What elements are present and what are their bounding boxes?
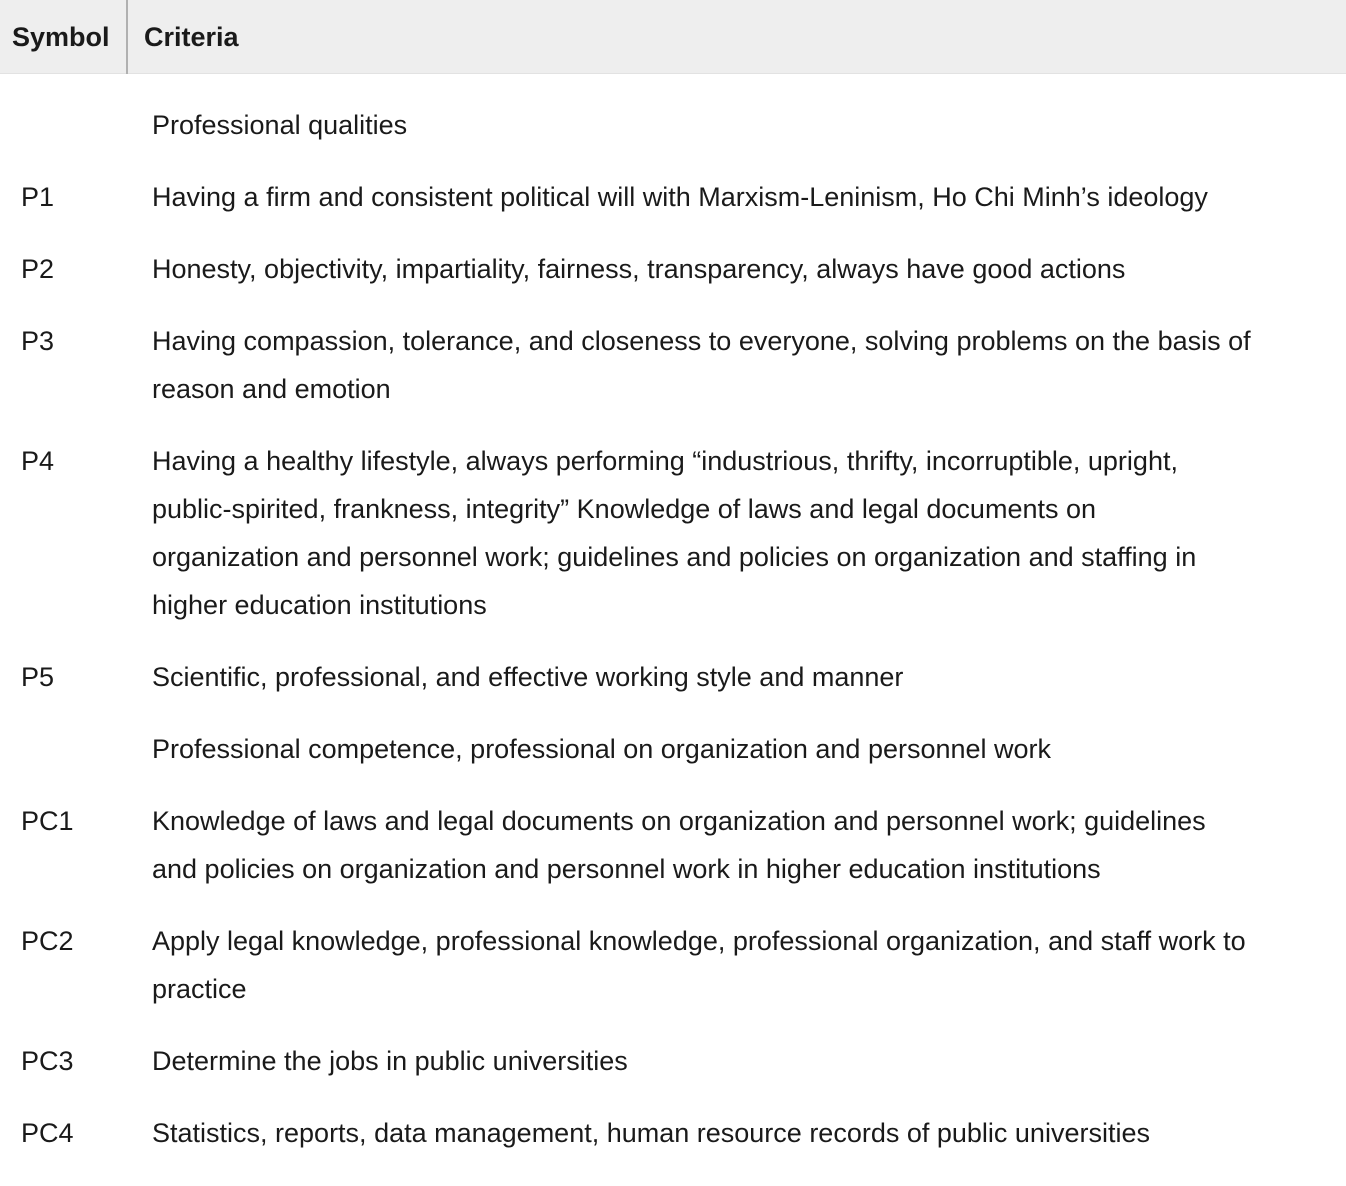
criteria-cell [152,1109,1346,1157]
criteria-text-line: Scientific, professional, and effective working style and manner [152,662,904,692]
symbol-cell: PC4 [21,1118,74,1148]
symbol-cell [0,725,152,773]
criteria-text-line: Knowledge of laws and legal documents on organization and personnel work; guidelines [152,806,1206,836]
criteria-text-line: reason and emotion [152,374,391,404]
symbol-cell: P2 [21,254,55,284]
criteria-cell [152,173,1346,221]
criteria-text-line: public-spirited, frankness, integrity” Knowledge of laws and legal documents on [152,494,1097,524]
table-row [0,245,1346,293]
table-header [0,0,1346,74]
symbol-cell: P5 [21,662,55,692]
criteria-cell [152,437,1346,629]
criteria-text-line: Having a healthy lifestyle, always performing “industrious, thrifty, incorruptible, upright, [152,446,1178,476]
criteria-text-line: Honesty, objectivity, impartiality, fairness, transparency, always have good actions [152,254,1126,284]
symbol-cell: P3 [21,326,55,356]
table-row [0,1109,1346,1157]
criteria-cell [152,1037,1346,1085]
table-row [0,917,1346,1013]
criteria-text-line: Having compassion, tolerance, and closeness to everyone, solving problems on the basis of [152,326,1251,356]
symbol-cell [0,101,152,149]
table-row [0,653,1346,701]
table-row [0,173,1346,221]
criteria-cell [152,101,1346,149]
criteria-cell [152,797,1346,893]
criteria-cell [152,917,1346,1013]
criteria-text-line: Apply legal knowledge, professional knowledge, professional organization, and staff work to [152,926,1246,956]
table-row [0,1037,1346,1085]
table-row [0,797,1346,893]
criteria-text-line: Having a firm and consistent political will with Marxism-Leninism, Ho Chi Minh’s ideology [152,182,1208,212]
criteria-text-line: Determine the jobs in public universities [152,1046,628,1076]
criteria-cell [152,317,1346,413]
table-row [0,437,1346,629]
symbol-cell: PC1 [21,806,74,836]
criteria-text-line: practice [152,974,247,1004]
criteria-cell [152,653,1346,701]
criteria-cell [152,725,1346,773]
criteria-text-line: and policies on organization and personnel work in higher education institutions [152,854,1101,884]
criteria-text-line: Professional competence, professional on organization and personnel work [152,734,1052,764]
criteria-text-line: organization and personnel work; guidelines and policies on organization and staffing in [152,542,1197,572]
criteria-text-line: higher education institutions [152,590,487,620]
symbol-cell: P4 [21,446,55,476]
criteria-text-line: Statistics, reports, data management, human resource records of public universities [152,1118,1150,1148]
criteria-column-header: Criteria [144,22,239,52]
symbol-column-header: Symbol [0,0,128,74]
criteria-cell [152,245,1346,293]
symbol-cell: PC3 [21,1046,74,1076]
table-row [0,101,1346,149]
table-row [0,317,1346,413]
table-row [0,725,1346,773]
criteria-text-line: Professional qualities [152,110,408,140]
symbol-cell: PC2 [21,926,74,956]
symbol-cell: P1 [21,182,55,212]
table-body [0,74,1346,1157]
